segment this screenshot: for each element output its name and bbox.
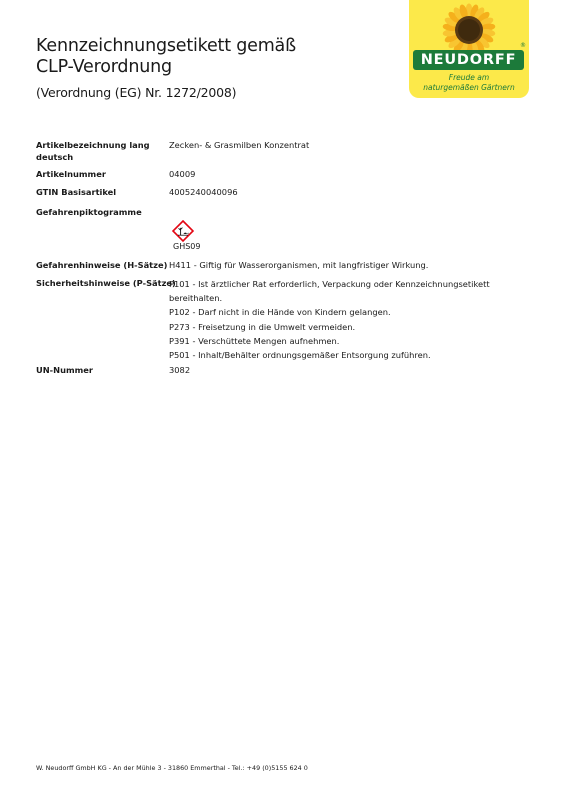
value-gefahrenhinweise: H411 - Giftig für Wasserorganismen, mit langfristiger Wirkung. [169, 260, 429, 270]
p-statement-line: P101 - Ist ärztlicher Rat erforderlich, Verpackung oder Kennzeichnungsetikett [169, 279, 490, 289]
title-line-2: CLP-Verordnung [36, 57, 172, 77]
title-line-1: Kennzeichnungsetikett gemäß [36, 36, 296, 56]
tagline-line-1: Freude am [448, 73, 490, 82]
tagline-line-2: naturgemäßen Gärtnern [423, 82, 515, 92]
page-title [36, 36, 296, 78]
brand-tagline [409, 73, 529, 92]
p-statement-line: P391 - Verschüttete Mengen aufnehmen. [169, 335, 340, 346]
value-un-nummer: 3082 [169, 365, 191, 375]
p-statement-line: P501 - Inhalt/Behälter ordnungsgemäßer Entsorgung zuführen. [169, 350, 431, 361]
label-gtin: GTIN Basisartikel [36, 187, 117, 197]
p-statement-line: P102 - Darf nicht in die Hände von Kindern gelangen. [169, 307, 391, 318]
label-artikelbezeichnung-line-1: Artikelbezeichnung lang [36, 140, 150, 150]
label-artikelnummer: Artikelnummer [36, 169, 106, 179]
footer-address: W. Neudorff GmbH KG - An der Mühle 3 - 31860 Emmerthal - Tel.: +49 (0)5155 624 0 [36, 764, 308, 772]
label-artikelbezeichnung-line-2: deutsch [36, 152, 74, 162]
p-statement-line: P273 - Freisetzung in die Umwelt vermeiden. [169, 321, 356, 332]
value-artikelbezeichnung: Zecken- & Grasmilben Konzentrat [169, 140, 310, 150]
label-gefahrenpiktogramme: Gefahrenpiktogramme [36, 207, 142, 217]
value-artikelnummer: 04009 [169, 169, 196, 179]
label-sicherheitshinweise: Sicherheitshinweise (P-Sätze) [36, 278, 176, 288]
page-subtitle: (Verordnung (EG) Nr. 1272/2008) [36, 85, 237, 100]
value-gtin: 4005240040096 [169, 187, 238, 197]
neudorff-logo [409, 0, 529, 98]
label-artikelbezeichnung [36, 139, 166, 163]
registered-mark: ® [520, 42, 526, 49]
value-sicherheitshinweise [169, 277, 490, 362]
pictogram-code: GHS09 [173, 242, 201, 251]
label-gefahrenhinweise: Gefahrenhinweise (H-Sätze) [36, 260, 168, 270]
label-un-nummer: UN-Nummer [36, 365, 93, 375]
p-statement-line: bereithalten. [169, 293, 223, 304]
brand-name: NEUDORFF [413, 50, 524, 70]
